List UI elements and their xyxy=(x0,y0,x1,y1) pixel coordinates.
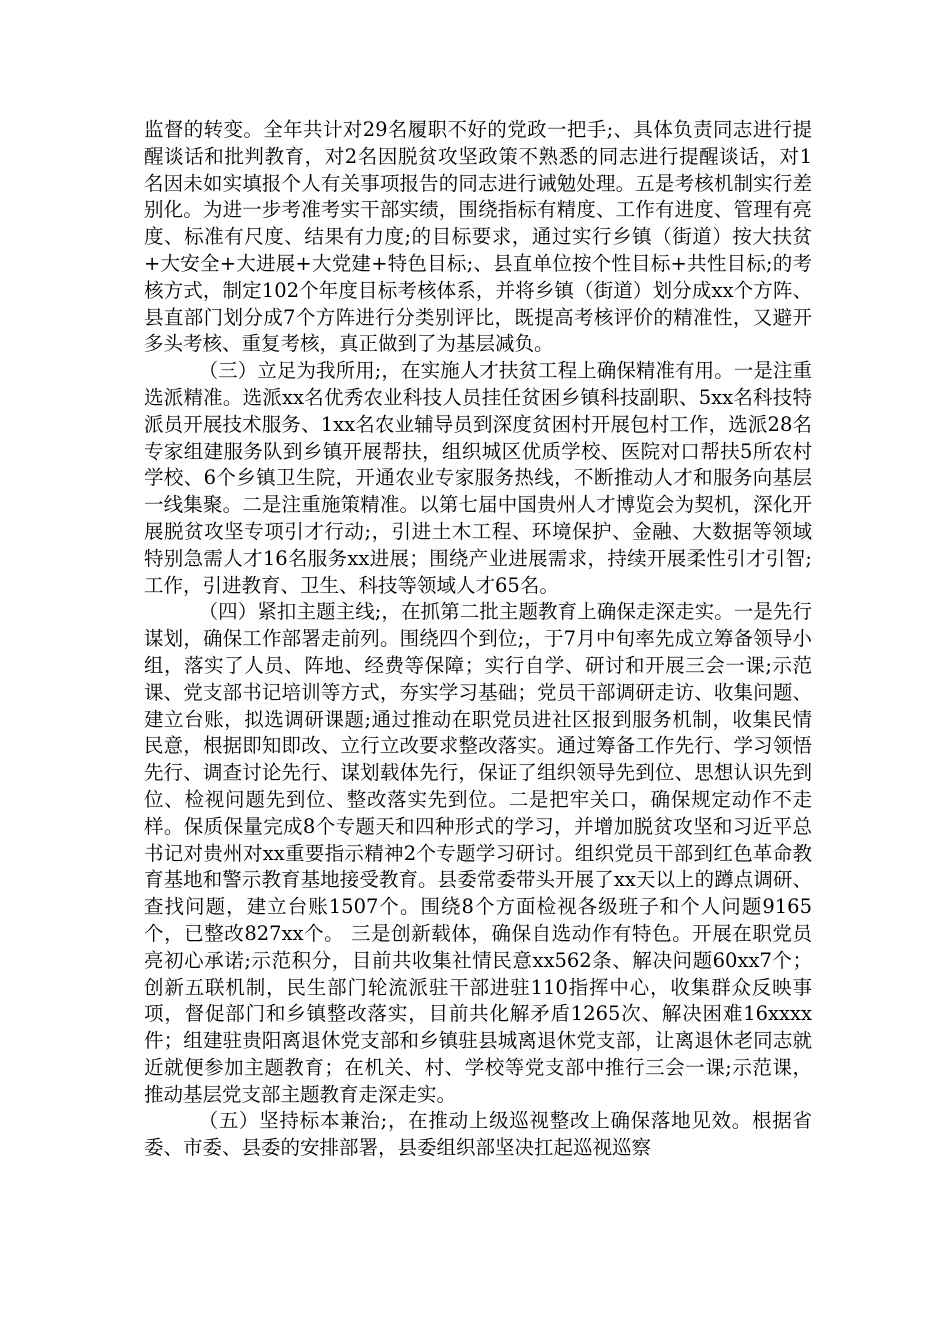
document-page xyxy=(144,117,812,1162)
paragraph-3: （四）紧扣主题主线;，在抓第二批主题教育上确保走深走实。一是先行谋划，确保工作部署走前列。围绕四个到位;，于7月中旬率先成立筹备领导小组，落实了人员、阵地、经费等保障；实行自学、研讨和开展三会一课;示范课、党支部书记培训等方式，夯实学习基础；党员干部调研走访、收集问题、建立台账，拟选调研课题;通过推动在职党员进社区报到服务机制，收集民情民意，根据即知即改、立行立改要求整改落实。通过筹备工作先行、学习领悟先行、调查讨论先行、谋划载体先行，保证了组织领导先到位、思想认识先到位、检视问题先到位、整改落实先到位。二是把牢关口，确保规定动作不走样。保质保量完成8个专题天和四种形式的学习，并增加脱贫攻坚和习近平总书记对贵州对xx重要指示精神2个专题学习研讨。组织党员干部到红色革命教育基地和警示教育基地接受教育。县委常委带头开展了xx天以上的蹲点调研、查找问题，建立台账1507个。围绕8个方面检视各级班子和个人问题9165个，已整改827xx个。 三是创新载体，确保自选动作有特色。开展在职党员亮初心承诺;示范积分，目前共收集社情民意xx562条、解决问题60xx7个；创新五联机制，民生部门轮流派驻干部进驻110指挥中心，收集群众反映事项，督促部门和乡镇整改落实，目前共化解矛盾1265次、解决困难16xxxx件；组建驻贵阳离退休党支部和乡镇驻县城离退休党支部，让离退休老同志就近就便参加主题教育；在机关、村、学校等党支部中推行三会一课;示范课，推动基层党支部主题教育走深走实。 xyxy=(144,600,812,1106)
paragraph-2: （三）立足为我所用;，在实施人才扶贫工程上确保精准有用。一是注重选派精准。选派xx名优秀农业科技人员挂任贫困乡镇科技副职、5xx名科技特派员开展技术服务、1xx名农业辅导员到深度贫困村开展包村工作，选派28名专家组建服务队到乡镇开展帮扶，组织城区优质学校、医院对口帮扶5所农村学校、6个乡镇卫生院，开通农业专家服务热线，不断推动人才和服务向基层一线集聚。二是注重施策精准。以第七届中国贵州人才博览会为契机，深化开展脱贫攻坚专项引才行动;，引进土木工程、环境保护、金融、大数据等领域特别急需人才16名服务xx进展；围绕产业进展需求，持续开展柔性引才引智;工作，引进教育、卫生、科技等领域人才65名。 xyxy=(144,359,812,597)
paragraph-1: 监督的转变。全年共计对29名履职不好的党政一把手;、具体负责同志进行提醒谈话和批判教育，对2名因脱贫攻坚政策不熟悉的同志进行提醒谈话，对1名因未如实填报个人有关事项报告的同志进行诫勉处理。五是考核机制实行差别化。为进一步考准考实干部实绩，围绕指标有精度、工作有进度、管理有亮度、标准有尺度、结果有力度;的目标要求，通过实行乡镇（街道）按大扶贫+大安全+大进展+大党建+特色目标;、县直单位按个性目标+共性目标;的考核方式，制定102个年度目标考核体系，并将乡镇（街道）划分成xx个方阵、县直部门划分成7个方阵进行分类别评比，既提高考核评价的精准性，又避开多头考核、重复考核，真正做到了为基层减负。 xyxy=(144,118,812,356)
paragraph-4: （五）坚持标本兼治;，在推动上级巡视整改上确保落地见效。根据省委、市委、县委的安排部署，县委组织部坚决扛起巡视巡察 xyxy=(144,1109,812,1160)
